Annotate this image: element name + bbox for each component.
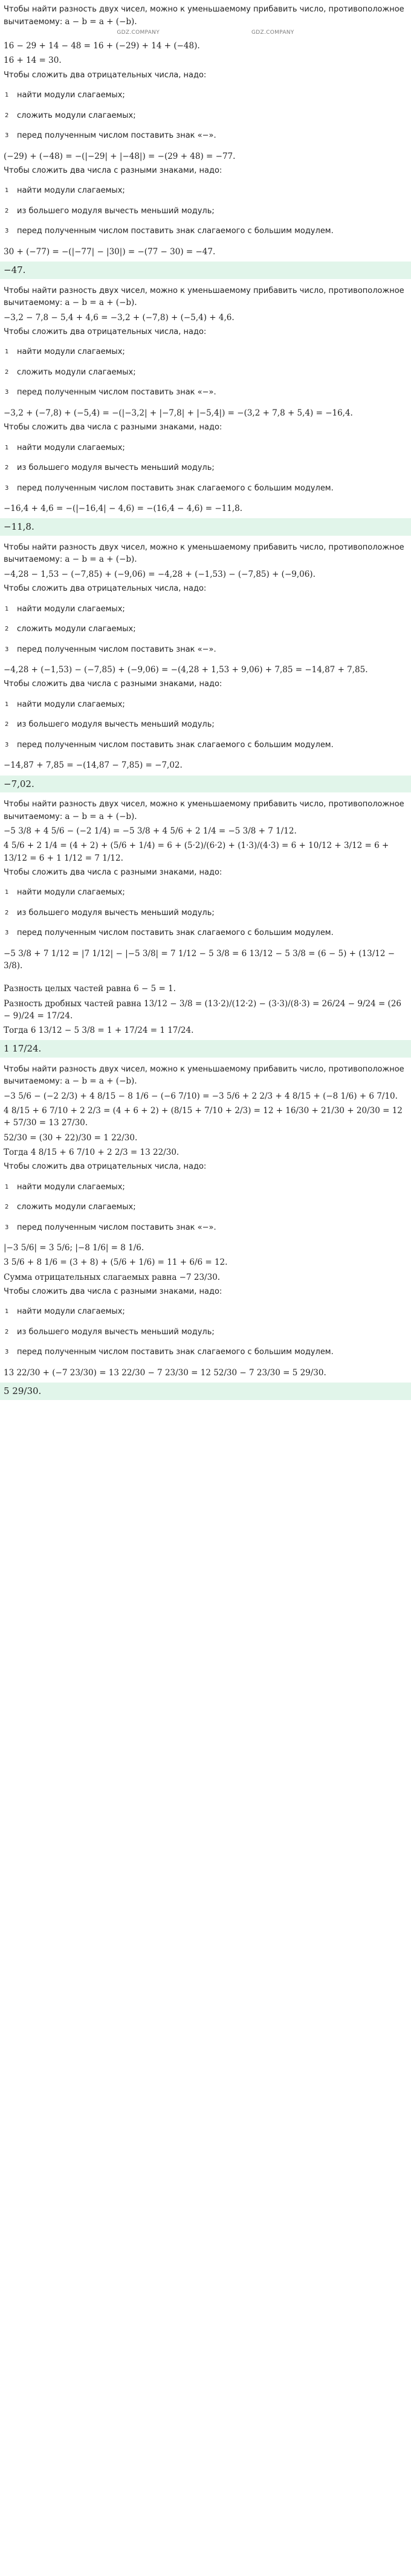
problem-4-answer: 1 17/24. (0, 1040, 411, 1058)
neg-step-3: перед полученным числом поставить знак «−». (17, 1222, 216, 1232)
rule-formula: a − b = a + (−b). (65, 16, 137, 27)
problem-2-line-2: −3,2 + (−7,8) + (−5,4) = −(|−3,2| + |−7,8| + |−5,4|) = −(3,2 + 7,8 + 5,4) = −16,4. (4, 408, 353, 418)
problem-5-line-3: 52/30 = (30 + 22)/30 = 1 22/30. (4, 1132, 138, 1143)
rule-formula: a − b = a + (−b). (65, 298, 137, 307)
problem-1-line-4: 30 + (−77) = −(|−77| − |30|) = −(77 − 30) = −47. (4, 246, 216, 257)
rule-text (4, 798, 407, 823)
rule-text (4, 285, 407, 309)
mixed-heading: Чтобы сложить два числа с разными знаками, надо: (4, 867, 222, 877)
neg-step-3: перед полученным числом поставить знак «−». (17, 131, 216, 140)
problem-1: Чтобы найти разность двух чисел, можно к уменьшаемому прибавить число, противоположное вычитаемому: a − b = a + (−b). GDZ.COMPANY GDZ.COMPANY 16 − 29 + 14 − 48 = 16 + (−29) + 14 + (−48). 16 + 14 = 30. Чтобы сложить два отрицательных числа, надо: 1 найти модули слагаемых; 2 сложить модули слагаемых; 3 перед полученным числом поставить знак «−». (−29) + (−48) = −(|−29| + |−48|) = −(29 + 48) = −77. Чтобы сложить два числа с разными знаками, надо: 1 найти модули слагаемых; 2 из большего модуля вычесть меньший модуль; 3 перед полученным числом поставить знак слагаемого с большим модулем. 30 + (−77) = −(|−77| − |30|) = −(77 − 30) = −47. −47. (4, 4, 407, 279)
mixed-step-1: найти модули слагаемых; (17, 443, 125, 452)
problem-2: Чтобы найти разность двух чисел, можно к уменьшаемому прибавить число, противоположное вычитаемому: a − b = a + (−b). −3,2 − 7,8 − 5,4 + 4,6 = −3,2 + (−7,8) + (−5,4) + 4,6. Чтобы сложить два отрицательных числа, надо: 1 найти модули слагаемых; 2 сложить модули слагаемых; 3 перед полученным числом поставить знак «−». −3,2 + (−7,8) + (−5,4) = −(|−3,2| + |−7,8| + |−5,4|) = −(3,2 + 7,8 + 5,4) = −16,4. Чтобы сложить два числа с разными знаками, надо: 1 найти модули слагаемых; 2 из большего модуля вычесть меньший модуль; 3 перед полученным числом поставить знак слагаемого с большим модулем. −16,4 + 4,6 = −(|−16,4| − 4,6) = −(16,4 − 4,6) = −11,8. −11,8. (4, 285, 407, 536)
neg-step-2: сложить модули слагаемых; (17, 367, 136, 377)
rule-formula: a − b = a + (−b). (65, 554, 137, 565)
problem-5-line-6: 3 5/6 + 8 1/6 = (3 + 8) + (5/6 + 1/6) = 11 + 6/6 = 12. (4, 1257, 228, 1268)
rule-formula: a − b = a + (−b). (65, 811, 137, 821)
problem-3: Чтобы найти разность двух чисел, можно к уменьшаемому прибавить число, противоположное вычитаемому: a − b = a + (−b). −4,28 − 1,53 − (−7,85) + (−9,06) = −4,28 + (−1,53) − (−7,85) + (−9,06). Чтобы сложить два отрицательных числа, надо: 1 найти модули слагаемых; 2 сложить модули слагаемых; 3 перед полученным числом поставить знак «−». −4,28 + (−1,53) − (−7,85) + (−9,06) = −(4,28 + 1,53 + 9,06) + 7,85 = −14,87 + 7,85. Чтобы сложить два числа с разными знаками, надо: 1 найти модули слагаемых; 2 из большего модуля вычесть меньший модуль; 3 перед полученным числом поставить знак слагаемого с большим модулем. −14,87 + 7,85 = −(14,87 − 7,85) = −7,02. −7,02. (4, 542, 407, 792)
neg-heading: Чтобы сложить два отрицательных числа, надо: (4, 584, 207, 593)
neg-step-2: сложить модули слагаемых; (17, 111, 136, 120)
problem-2-line-3: −16,4 + 4,6 = −(|−16,4| − 4,6) = −(16,4 − 4,6) = −11,8. (4, 504, 243, 513)
problem-2-line-1: −3,2 − 7,8 − 5,4 + 4,6 = −3,2 + (−7,8) + (−5,4) + 4,6. (4, 312, 235, 323)
problem-3-line-2: −4,28 + (−1,53) − (−7,85) + (−9,06) = −(4,28 + 1,53 + 9,06) + 7,85 = −14,87 + 7,85. (4, 665, 368, 675)
neg-step-3: перед полученным числом поставить знак «−». (17, 388, 216, 397)
problem-5-line-2: 4 8/15 + 6 7/10 + 2 2/3 = (4 + 6 + 2) + (8/15 + 7/10 + 2/3) = 12 + 16/30 + 21/30 + 20/30 = 12 + 57/30 = 13 27/30. (4, 1106, 403, 1128)
mixed-step-2: из большего модуля вычесть меньший модуль; (17, 720, 215, 730)
problem-5-line-1: −3 5/6 − (−2 2/3) + 4 8/15 − 8 1/6 − (−6 7/10) = −3 5/6 + 2 2/3 + 4 8/15 + (−8 1/6) + 6 7/10. (4, 1091, 398, 1101)
problem-1-line-2: 16 + 14 = 30. (4, 56, 62, 66)
neg-step-2: сложить модули слагаемых; (17, 625, 136, 634)
mixed-step-2: из большего модуля вычесть меньший модуль; (17, 1327, 215, 1337)
mixed-step-1: найти модули слагаемых; (17, 1307, 125, 1317)
problem-5-line-4: Тогда 4 8/15 + 6 7/10 + 2 2/3 = 13 22/30. (4, 1147, 180, 1157)
problem-2-answer: −11,8. (0, 518, 411, 536)
watermark: GDZ.COMPANY (251, 30, 294, 36)
problem-4-line-4: Разность целых частей равна 6 − 5 = 1. (4, 984, 176, 994)
rule-intro: Чтобы найти разность двух чисел, можно к уменьшаемому прибавить число, противоположное вычитаемому: (4, 542, 404, 565)
mixed-step-3: перед полученным числом поставить знак слагаемого с большим модулем. (17, 928, 334, 938)
rule-text (4, 542, 407, 566)
neg-step-1: найти модули слагаемых; (17, 1182, 125, 1192)
rule-formula: a − b = a + (−b). (65, 1076, 137, 1087)
mixed-step-1: найти модули слагаемых; (17, 888, 125, 898)
problem-3-line-3: −14,87 + 7,85 = −(14,87 − 7,85) = −7,02. (4, 760, 183, 771)
neg-step-3: перед полученным числом поставить знак «−». (17, 644, 216, 654)
problem-1-line-3: (−29) + (−48) = −(|−29| + |−48|) = −(29 + 48) = −77. (4, 151, 236, 161)
neg-step-1: найти модули слагаемых; (17, 604, 125, 614)
problem-4-line-1: −5 3/8 + 4 5/6 − (−2 1/4) = −5 3/8 + 4 5/6 + 2 1/4 = −5 3/8 + 7 1/12. (4, 826, 297, 836)
mixed-step-2: из большего модуля вычесть меньший модуль; (17, 908, 215, 917)
problem-5: Чтобы найти разность двух чисел, можно к уменьшаемому прибавить число, противоположное вычитаемому: a − b = a + (−b). −3 5/6 − (−2 2/3) + 4 8/15 − 8 1/6 − (−6 7/10) = −3 5/6 + 2 2/3 + 4 8/15 + (−8 1/6) + 6 7/10. 4 8/15 + 6 7/10 + 2 2/3 = (4 + 6 + 2) + (8/15 + 7/10 + 2/3) = 12 + 16/30 + 21/30 + 20/30 = 12 + 57/30 = 13 27/30. 52/30 = (30 + 22)/30 = 1 22/30. Тогда 4 8/15 + 6 7/10 + 2 2/3 = 13 22/30. Чтобы сложить два отрицательных числа, надо: 1 найти модули слагаемых; 2 сложить модули слагаемых; 3 перед полученным числом поставить знак «−». |−3 5/6| = 3 5/6; |−8 1/6| = 8 1/6. 3 5/6 + 8 1/6 = (3 + 8) + (5/6 + 1/6) = 11 + 6/6 = 12. Сумма отрицательных слагаемых равна −7 23/30. Чтобы сложить два числа с разными знаками, надо: 1 найти модули слагаемых; 2 из большего модуля вычесть меньший модуль; 3 перед полученным числом поставить знак слагаемого с большим модулем. 13 22/30 + (−7 23/30) = 13 22/30 − 7 23/30 = 12 52/30 − 7 23/30 = 5 29/30. 5 29/30. (4, 1064, 407, 1400)
mixed-step-3: перед полученным числом поставить знак слагаемого с большим модулем. (17, 226, 334, 236)
problem-4-line-3: −5 3/8 + 7 1/12 = |7 1/12| − |−5 3/8| = 7 1/12 − 5 3/8 = 6 13/12 − 5 3/8 = (6 − 5) + (13/12 − 3/8). (4, 948, 395, 971)
problem-1-line-1: 16 − 29 + 14 − 48 = 16 + (−29) + 14 + (−48). (4, 41, 200, 51)
neg-step-1: найти модули слагаемых; (17, 347, 125, 357)
problem-4-line-5: Разность дробных частей равна 13/12 − 3/8 = (13·2)/(12·2) − (3·3)/(8·3) = 26/24 − 9/24 = (26 − 9)/24 = 17/24. (4, 998, 402, 1021)
watermark: GDZ.COMPANY (117, 30, 160, 36)
rule-intro: Чтобы найти разность двух чисел, можно к уменьшаемому прибавить число, противоположное вычитаемому: (4, 1064, 404, 1087)
problem-4-line-2: 4 5/6 + 2 1/4 = (4 + 2) + (5/6 + 1/4) = 6 + (5·2)/(6·2) + (1·3)/(4·3) = 6 + 10/12 + 3/12 = 6 + 13/12 = 6 + 1 1/12 = 7 1/12. (4, 841, 389, 863)
problem-3-answer: −7,02. (0, 776, 411, 793)
mixed-step-2: из большего модуля вычесть меньший модуль; (17, 206, 215, 216)
rule-text (4, 4, 407, 28)
problem-5-answer: 5 29/30. (0, 1383, 411, 1400)
problem-1-answer: −47. (0, 262, 411, 279)
mixed-step-3: перед полученным числом поставить знак слагаемого с большим модулем. (17, 1347, 334, 1357)
problem-5-line-7: Сумма отрицательных слагаемых равна −7 23/30. (4, 1272, 221, 1282)
mixed-step-3: перед полученным числом поставить знак слагаемого с большим модулем. (17, 740, 334, 750)
problem-4: Чтобы найти разность двух чисел, можно к уменьшаемому прибавить число, противоположное вычитаемому: a − b = a + (−b). −5 3/8 + 4 5/6 − (−2 1/4) = −5 3/8 + 4 5/6 + 2 1/4 = −5 3/8 + 7 1/12. 4 5/6 + 2 1/4 = (4 + 2) + (5/6 + 1/4) = 6 + (5·2)/(6·2) + (1·3)/(4·3) = 6 + 10/12 + 3/12 = 6 + 13/12 = 6 + 1 1/12 = 7 1/12. Чтобы сложить два числа с разными знаками, надо: 1 найти модули слагаемых; 2 из большего модуля вычесть меньший модуль; 3 перед полученным числом поставить знак слагаемого с большим модулем. −5 3/8 + 7 1/12 = |7 1/12| − |−5 3/8| = 7 1/12 − 5 3/8 = 6 13/12 − 5 3/8 = (6 − 5) + (13/12 − 3/8). Разность целых частей равна 6 − 5 = 1. Разность дробных частей равна 13/12 − 3/8 = (13·2)/(12·2) − (3·3)/(8·3) = 26/24 − 9/24 = (26 − 9)/24 = 17/24. Тогда 6 13/12 − 5 3/8 = 1 + 17/24 = 1 17/24. 1 17/24. (4, 798, 407, 1058)
mixed-heading: Чтобы сложить два числа с разными знаками, надо: (4, 423, 222, 432)
problem-5-line-8: 13 22/30 + (−7 23/30) = 13 22/30 − 7 23/30 = 12 52/30 − 7 23/30 = 5 29/30. (4, 1367, 326, 1378)
problem-5-line-5: |−3 5/6| = 3 5/6; |−8 1/6| = 8 1/6. (4, 1243, 144, 1253)
problem-4-line-6: Тогда 6 13/12 − 5 3/8 = 1 + 17/24 = 1 17/24. (4, 1026, 194, 1035)
mixed-heading: Чтобы сложить два числа с разными знаками, надо: (4, 679, 222, 689)
neg-heading: Чтобы сложить два отрицательных числа, надо: (4, 327, 207, 336)
rule-intro: Чтобы найти разность двух чисел, можно к уменьшаемому прибавить число, противоположное вычитаемому: (4, 800, 404, 821)
rule-intro: Чтобы найти разность двух чисел, можно к уменьшаемому прибавить число, противоположное вычитаемому: (4, 286, 404, 307)
mixed-step-1: найти модули слагаемых; (17, 699, 125, 709)
mixed-heading: Чтобы сложить два числа с разными знаками, надо: (4, 165, 222, 175)
mixed-step-3: перед полученным числом поставить знак слагаемого с большим модулем. (17, 483, 334, 493)
mixed-step-1: найти модули слагаемых; (17, 186, 125, 196)
mixed-step-2: из большего модуля вычесть меньший модуль; (17, 463, 215, 472)
rule-intro: Чтобы найти разность двух чисел, можно к уменьшаемому прибавить число, противоположное вычитаемому: (4, 5, 404, 27)
rule-text (4, 1064, 407, 1088)
neg-heading: Чтобы сложить два отрицательных числа, надо: (4, 1162, 207, 1171)
mixed-heading: Чтобы сложить два числа с разными знаками, надо: (4, 1286, 222, 1296)
neg-heading: Чтобы сложить два отрицательных числа, надо: (4, 70, 207, 80)
problem-3-line-1: −4,28 − 1,53 − (−7,85) + (−9,06) = −4,28 + (−1,53) − (−7,85) + (−9,06). (4, 569, 316, 579)
neg-step-2: сложить модули слагаемых; (17, 1203, 136, 1212)
neg-step-1: найти модули слагаемых; (17, 91, 125, 100)
